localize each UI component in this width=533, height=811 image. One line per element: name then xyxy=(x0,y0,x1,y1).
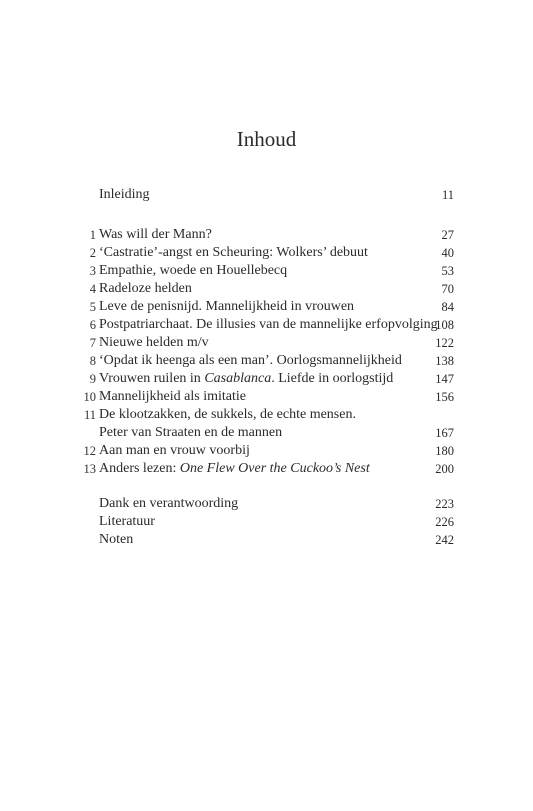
toc-entry-page: 138 xyxy=(435,354,454,368)
toc-entry-chapter-13 xyxy=(78,460,454,478)
toc-entry-chapter-1 xyxy=(78,226,454,244)
chapter-number: 1 xyxy=(89,228,96,242)
toc-entry-chapter-5 xyxy=(78,298,454,316)
toc-entry-bibliography xyxy=(78,513,454,531)
toc-entry-label: Was will der Mann? xyxy=(99,227,212,242)
toc-entry-label: Nieuwe helden m/v xyxy=(99,335,209,350)
toc-entry-chapter-2 xyxy=(78,244,454,262)
toc-entry-page: 167 xyxy=(435,426,454,440)
toc-entry-page: 223 xyxy=(435,497,454,511)
toc-entry-chapter-3 xyxy=(78,262,454,280)
toc-entry-label: Empathie, woede en Houellebecq xyxy=(99,263,288,278)
toc-entry-label-part: . Liefde in oorlogstijd xyxy=(271,371,394,386)
chapter-number: 13 xyxy=(83,462,96,476)
toc-entry-label: De klootzakken, de sukkels, de echte mensen. xyxy=(99,407,356,422)
toc-entry-chapter-12 xyxy=(78,442,454,460)
toc-entry-page: 147 xyxy=(435,372,454,386)
toc-entry-acknowledgements xyxy=(78,495,454,513)
toc-entry-chapter-4 xyxy=(78,280,454,298)
chapter-number: 4 xyxy=(89,282,96,296)
toc-entry-page: 11 xyxy=(441,188,454,202)
toc-entry-page: 70 xyxy=(441,282,454,296)
toc-entry-label: Dank en verantwoording xyxy=(99,496,239,511)
toc-entry-chapter-9 xyxy=(78,370,454,388)
chapter-number: 12 xyxy=(83,444,96,458)
toc-entry-page: 108 xyxy=(435,318,454,332)
chapter-number: 3 xyxy=(89,264,96,278)
chapter-number: 7 xyxy=(89,336,96,350)
toc-entry-page: 40 xyxy=(441,246,454,260)
toc-entry-chapter-10 xyxy=(78,388,454,406)
toc-entry-label: ‘Castratie’-angst en Scheuring: Wolkers’ debuut xyxy=(99,245,368,260)
book-title: One Flew Over the Cuckoo’s Nest xyxy=(179,461,370,476)
toc-entry-page: 53 xyxy=(441,264,454,278)
toc-entry-page: 84 xyxy=(441,300,454,314)
toc-entry-page: 122 xyxy=(435,336,454,350)
toc-entry-chapter-8 xyxy=(78,352,454,370)
toc-entry-label: Literatuur xyxy=(99,514,155,529)
toc-entry-label: Mannelijkheid als imitatie xyxy=(99,389,246,404)
chapter-number: 8 xyxy=(89,354,96,368)
chapter-number: 9 xyxy=(89,372,96,386)
toc-entry-notes xyxy=(78,531,454,549)
toc-entry-label: Leve de penisnijd. Mannelijkheid in vrouwen xyxy=(99,299,355,314)
toc-entry-page: 226 xyxy=(435,515,454,529)
toc-entry-label xyxy=(99,370,393,388)
chapter-number: 5 xyxy=(89,300,96,314)
toc-entry-page: 200 xyxy=(435,462,454,476)
toc-entry-label: Aan man en vrouw voorbij xyxy=(99,443,250,458)
toc-entry-label xyxy=(99,460,370,478)
toc-entry-page: 156 xyxy=(435,390,454,404)
toc-entry-chapter-6 xyxy=(78,316,454,334)
toc-entry-label: Radeloze helden xyxy=(99,281,192,296)
toc-entry-intro xyxy=(78,186,454,204)
toc-entry-page: 27 xyxy=(441,228,454,242)
toc-entry-label: Noten xyxy=(99,532,134,547)
toc-entry-label: ‘Opdat ik heenga als een man’. Oorlogsmannelijkheid xyxy=(99,353,402,368)
toc-entry-chapter-7 xyxy=(78,334,454,352)
toc-entry-chapter-11 xyxy=(78,406,454,424)
chapter-number: 11 xyxy=(83,408,96,422)
toc-entry-page: 242 xyxy=(435,533,454,547)
toc-entry-label-continued: Peter van Straaten en de mannen xyxy=(99,425,283,440)
chapter-number: 6 xyxy=(89,318,96,332)
table-of-contents xyxy=(78,186,454,549)
page-title: Inhoud xyxy=(236,127,297,151)
toc-entry-page: 180 xyxy=(435,444,454,458)
chapter-number: 10 xyxy=(83,390,96,404)
toc-entry-label-part: Vrouwen ruilen in xyxy=(99,371,205,386)
film-title: Casablanca xyxy=(204,371,272,386)
chapter-number: 2 xyxy=(89,246,96,260)
toc-entry-chapter-11-continued xyxy=(78,424,454,442)
toc-entry-label: Inleiding xyxy=(99,187,150,202)
toc-entry-label: Postpatriarchaat. De illusies van de mannelijke erfopvolging xyxy=(99,317,438,332)
toc-entry-label-part: Anders lezen: xyxy=(99,461,180,476)
